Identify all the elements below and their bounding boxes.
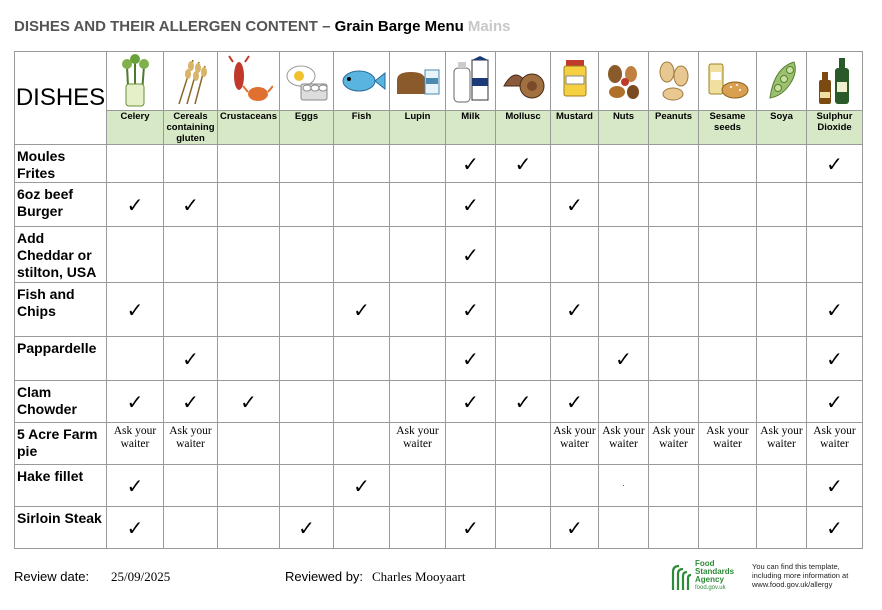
note-line: You can find this template, [752,562,840,571]
fsa-logo-text: Standards [695,567,735,576]
table-row [15,423,863,465]
ask-waiter-cell: Ask your waiter [390,423,446,465]
ask-waiter-cell: Ask your waiter [757,423,807,465]
tick-mark: ✓ [826,515,843,540]
icon-row [15,52,863,111]
allergen-cell [649,183,699,227]
allergen-cell [446,227,496,283]
allergen-cell [496,337,551,381]
allergen-header: Milk [446,111,496,145]
tick-mark: ✓ [353,297,370,322]
allergen-cell [334,423,390,465]
allergen-cell [807,227,863,283]
tick-mark: ✓ [182,389,199,414]
soya-icon [757,52,807,111]
allergen-cell [107,381,164,423]
allergen-cell [551,283,599,337]
reviewed-by-label: Reviewed by: [285,569,364,584]
ask-waiter-cell: Ask your waiter [164,423,218,465]
allergen-cell [280,465,334,507]
allergen-cell [390,183,446,227]
allergen-cell [390,381,446,423]
dish-name: Add Cheddar or stilton, USA [15,227,107,283]
allergen-cell [757,507,807,549]
review-date: 25/09/2025 [111,569,171,584]
fsa-logo-text: Agency [695,575,724,584]
allergen-cell [599,507,649,549]
allergen-cell [164,145,218,183]
allergen-header: Celery [107,111,164,145]
sesame-icon [699,52,757,111]
allergen-cell [218,337,280,381]
allergen-cell [699,283,757,337]
allergen-cell [334,183,390,227]
allergen-cell [807,283,863,337]
note-line: including more information at [752,571,849,580]
dish-name: Sirloin Steak [15,507,107,549]
title-section: Mains [463,18,511,35]
allergen-cell [699,337,757,381]
allergen-cell [807,145,863,183]
allergen-cell [218,283,280,337]
allergen-cell [334,381,390,423]
allergen-cell [699,145,757,183]
allergen-cell [551,145,599,183]
allergen-cell [280,227,334,283]
tick-mark: ✓ [514,389,532,414]
allergen-header-row [15,111,863,145]
allergen-cell [551,507,599,549]
tick-mark: ✓ [462,151,479,176]
allergen-cell [107,183,164,227]
allergen-cell [334,337,390,381]
allergen-cell [390,227,446,283]
tick-mark: ✓ [126,515,144,540]
allergen-cell [107,227,164,283]
allergen-cell [599,283,649,337]
tick-mark: ✓ [566,389,583,414]
review-date-label: Review date: [14,569,90,584]
allergen-cell [107,337,164,381]
allergen-cell [446,381,496,423]
allergen-header: Sulphur Dioxide [807,111,863,145]
tick-mark: ✓ [615,346,632,371]
allergen-cell [649,465,699,507]
dish-name: Pappardelle [15,337,107,381]
allergen-cell [218,183,280,227]
allergen-cell [390,465,446,507]
allergen-cell [446,183,496,227]
allergen-header: Cereals containing gluten [164,111,218,145]
allergen-cell [390,337,446,381]
tick-mark: ✓ [826,389,843,414]
tick-mark: ✓ [182,346,199,371]
allergen-cell [649,283,699,337]
allergen-cell [164,465,218,507]
allergen-cell [599,183,649,227]
allergen-cell [599,227,649,283]
tick-mark: ✓ [462,346,479,371]
title-prefix: DISHES AND THEIR ALLERGEN CONTENT – [14,18,331,35]
peanuts-icon [649,52,699,111]
allergen-header: Peanuts [649,111,699,145]
allergen-cell [218,145,280,183]
allergen-cell [807,507,863,549]
allergen-header: Lupin [390,111,446,145]
ask-waiter-cell: Ask your waiter [649,423,699,465]
tick-mark: ✓ [566,515,583,540]
tick-mark: ✓ [462,192,479,217]
wine-bottle-icon [807,52,863,111]
allergen-cell [699,381,757,423]
fsa-logo [669,560,749,594]
allergen-header: Eggs [280,111,334,145]
wheat-icon [164,52,218,111]
dishes-header: DISHES [15,52,107,145]
allergen-cell [649,145,699,183]
table-row [15,507,863,549]
nuts-icon [599,52,649,111]
allergen-cell [757,283,807,337]
table-row [15,183,863,227]
allergen-cell [699,227,757,283]
dish-rows [15,145,863,549]
allergen-cell [496,183,551,227]
allergen-cell [446,337,496,381]
allergen-cell [390,145,446,183]
allergen-cell [551,465,599,507]
allergen-cell [649,381,699,423]
allergen-cell [649,507,699,549]
dish-name: Fish and Chips [15,283,107,337]
allergen-cell [446,283,496,337]
allergen-cell [164,227,218,283]
allergen-cell [334,507,390,549]
allergen-cell [280,183,334,227]
allergen-cell [107,465,164,507]
allergen-table [14,51,863,549]
allergen-cell [280,145,334,183]
dish-name: 6oz beef Burger [15,183,107,227]
allergen-cell [699,183,757,227]
allergen-cell [218,227,280,283]
ask-waiter-cell: Ask your waiter [107,423,164,465]
allergen-cell [280,381,334,423]
allergen-cell [699,465,757,507]
tick-mark: ✓ [462,515,479,540]
allergen-cell [757,183,807,227]
table-row [15,381,863,423]
tick-mark: ✓ [566,297,583,322]
tick-mark: ✓ [826,151,843,176]
tick-mark: ✓ [240,389,257,414]
allergen-cell [807,465,863,507]
fish-icon [334,52,390,111]
title-menu: Grain Barge Menu [330,18,464,35]
tick-mark: ✓ [126,297,144,322]
table-row [15,145,863,183]
table-row [15,283,863,337]
allergen-cell [807,183,863,227]
allergen-cell [334,465,390,507]
tick-mark: ✓ [462,242,479,267]
allergen-cell [496,227,551,283]
allergen-header: Sesame seeds [699,111,757,145]
allergen-cell [807,337,863,381]
ask-waiter-cell: Ask your waiter [699,423,757,465]
allergen-cell [334,227,390,283]
allergen-cell [218,507,280,549]
allergen-cell [757,145,807,183]
ask-waiter-cell: Ask your waiter [599,423,649,465]
allergen-cell [757,381,807,423]
allergen-cell [390,283,446,337]
mustard-icon [551,52,599,111]
allergen-cell [649,337,699,381]
allergen-cell [218,465,280,507]
allergen-cell [757,337,807,381]
allergen-cell [107,507,164,549]
page-title [14,18,510,35]
tick-mark: ✓ [826,473,843,498]
allergen-cell [218,381,280,423]
allergen-header: Mollusc [496,111,551,145]
shell-icon [496,52,551,111]
tick-mark: ✓ [126,389,144,414]
allergen-cell [446,507,496,549]
allergen-cell [496,145,551,183]
tick-mark: ✓ [353,473,370,498]
allergen-cell [496,381,551,423]
lupin-bread-icon [390,52,446,111]
tick-mark: ✓ [126,192,144,217]
allergen-cell [699,507,757,549]
allergen-cell [649,227,699,283]
allergen-cell [446,465,496,507]
tick-mark: ✓ [514,151,532,176]
ask-waiter-cell: Ask your waiter [807,423,863,465]
celery-icon [107,52,164,111]
allergen-cell [807,381,863,423]
table-row [15,465,863,507]
dish-name: Hake fillet [15,465,107,507]
allergen-cell [551,183,599,227]
reviewer-name: Charles Mooyaart [372,569,466,584]
allergen-cell [496,423,551,465]
allergen-cell [551,381,599,423]
allergen-cell [107,145,164,183]
allergen-cell [446,423,496,465]
tick-mark: ✓ [126,473,144,498]
allergen-cell [551,227,599,283]
table-row [15,227,863,283]
tick-mark: ✓ [566,192,583,217]
tick-mark: ✓ [826,297,843,322]
allergen-cell [496,283,551,337]
dish-name: 5 Acre Farm pie [15,423,107,465]
allergen-cell [107,283,164,337]
tick-mark: ✓ [182,192,199,217]
allergen-cell [599,337,649,381]
allergen-cell [599,145,649,183]
fsa-logo-text: Food [695,559,715,568]
dish-name: Clam Chowder [15,381,107,423]
allergen-cell [551,337,599,381]
allergen-cell [164,337,218,381]
allergen-cell [334,283,390,337]
allergen-cell [280,423,334,465]
tick-mark: ✓ [826,346,843,371]
allergen-cell [496,465,551,507]
tick-mark: ✓ [298,515,315,540]
allergen-cell [218,423,280,465]
note-line: www.food.gov.uk/allergy [752,580,833,589]
allergen-header: Fish [334,111,390,145]
allergen-header: Mustard [551,111,599,145]
allergen-cell [164,283,218,337]
allergen-cell [390,507,446,549]
allergen-cell [757,465,807,507]
allergen-cell [164,381,218,423]
dish-name: Moules Frites [15,145,107,183]
allergen-cell [280,283,334,337]
tick-mark: ✓ [462,297,479,322]
template-note [752,562,848,589]
table-row [15,337,863,381]
allergen-cell [164,507,218,549]
allergen-cell [280,507,334,549]
allergen-cell [334,145,390,183]
allergen-cell [757,227,807,283]
milk-icon [446,52,496,111]
allergen-cell [164,183,218,227]
ask-waiter-cell: Ask your waiter [551,423,599,465]
tick-mark: ✓ [462,389,479,414]
allergen-header: Crustaceans [218,111,280,145]
fsa-logo-url: food.gov.uk [695,585,726,591]
allergen-cell [446,145,496,183]
allergen-header: Soya [757,111,807,145]
allergen-cell [496,507,551,549]
allergen-cell [599,381,649,423]
crab-lobster-icon [218,52,280,111]
eggs-icon [280,52,334,111]
allergen-header: Nuts [599,111,649,145]
allergen-cell [280,337,334,381]
allergen-cell: · [599,465,649,507]
